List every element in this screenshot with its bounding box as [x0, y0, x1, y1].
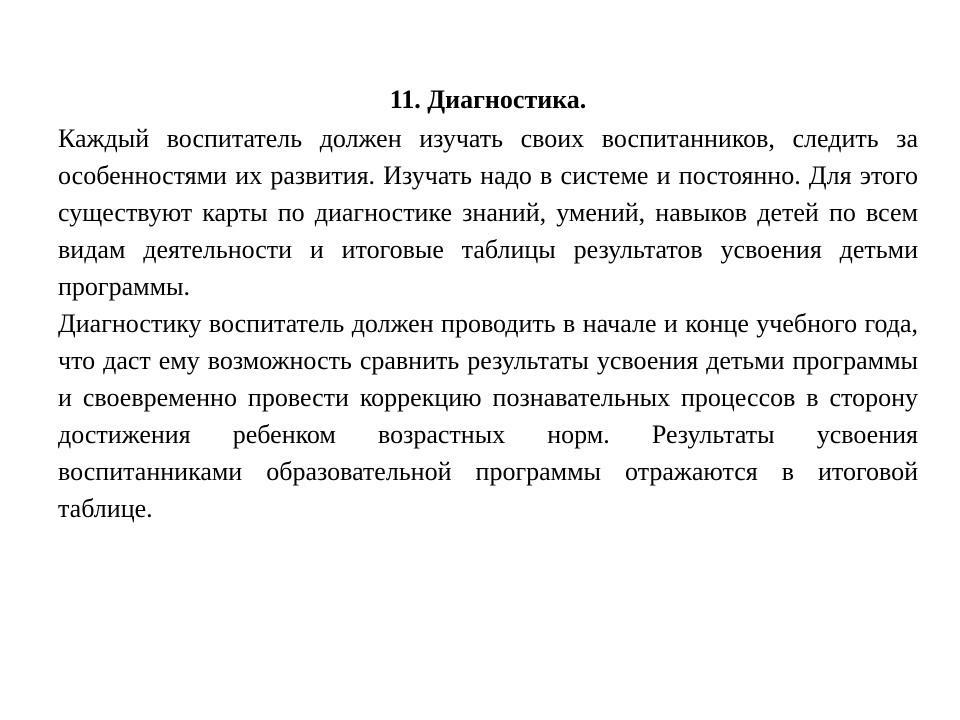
paragraph-diagnostics-schedule: Диагностику воспитатель должен проводить в начале и конце учебного года, что даст ему возможность сравнить результаты усвоения детьми программы и своевременно провести коррекцию познавательных процессов в сторону достижения ребенком возрастных норм. Результаты усвоения воспитанниками образовательной программы отражаются в итоговой таблице.	[58, 309, 918, 523]
paragraph-intro: Каждый воспитатель должен изучать своих воспитанников, следить за особенностями их развития. Изучать надо в системе и постоянно. Для этого существуют карты по диагностике знаний, умений, навыков детей по всем видам деятельности и итоговые таблицы результатов усвоения детьми программы.	[58, 124, 918, 301]
slide-title: 11. Диагностика.	[389, 85, 587, 114]
